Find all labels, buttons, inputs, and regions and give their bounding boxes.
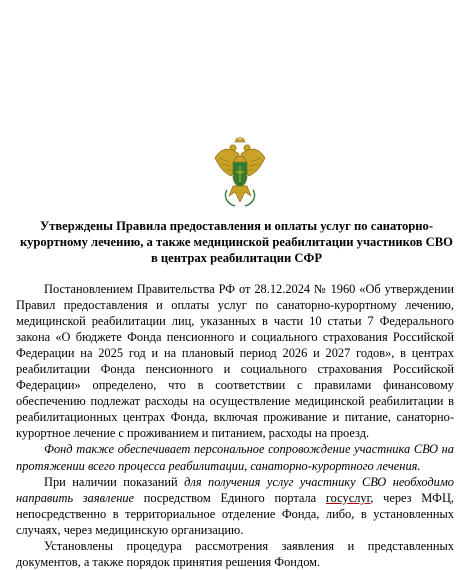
application-text-middle: посредством Единого портала [134,490,326,505]
prosecutor-office-emblem-icon [213,136,267,208]
document-title: Утверждены Правила предоставления и оплаты услуг по санаторно-курортному лечению, а также медицинской реабилитации участников СВО в центрах реабилитации СФР [20,219,453,266]
document-body [16,281,454,570]
gosuslugi-text: госуслуг [325,490,371,505]
paragraph-support: Фонд также обеспечивает персональное сопровождение участника СВО на протяжении всего процесса реабилитации, санаторно-курортного лечения. [16,442,454,473]
paragraph-application [16,474,454,538]
paragraph-decree: Постановлением Правительства РФ от 28.12.2024 № 1960 «Об утверждении Правил предоставления и оплаты услуг по санаторно-курортному лечению, медицинской реабилитации лиц, указанных в части 10 статьи 7 Федерального закона «О бюджете Фонда пенсионного и социального страхования Российской Федерации на 2025 год и на плановый период 2026 и 2027 годов», в центрах реабилитации Фонда пенсионного и социального страхования Российской Федерации» определено, что в соответствии с правилами финансовому обеспечению подлежат расходы на осуществление медицинской реабилитации в реабилитационных центрах Фонда, включая проживание и питание, санаторно-курортное лечение с проживанием и питанием, расходы на проезд. [16,282,454,441]
application-text-start: При наличии показаний [44,474,185,489]
application-text-emphasis: для получения услуг участнику СВО необходимо направить заявление [16,474,454,505]
paragraph-procedure: Установлены процедура рассмотрения заявления и представленных документов, а также порядок принятия решения Фондом. [16,538,454,569]
application-text-end: , через МФЦ, непосредственно в территориальное отделение Фонда, либо, в установленных случаях, через медицинскую организацию. [16,490,454,537]
